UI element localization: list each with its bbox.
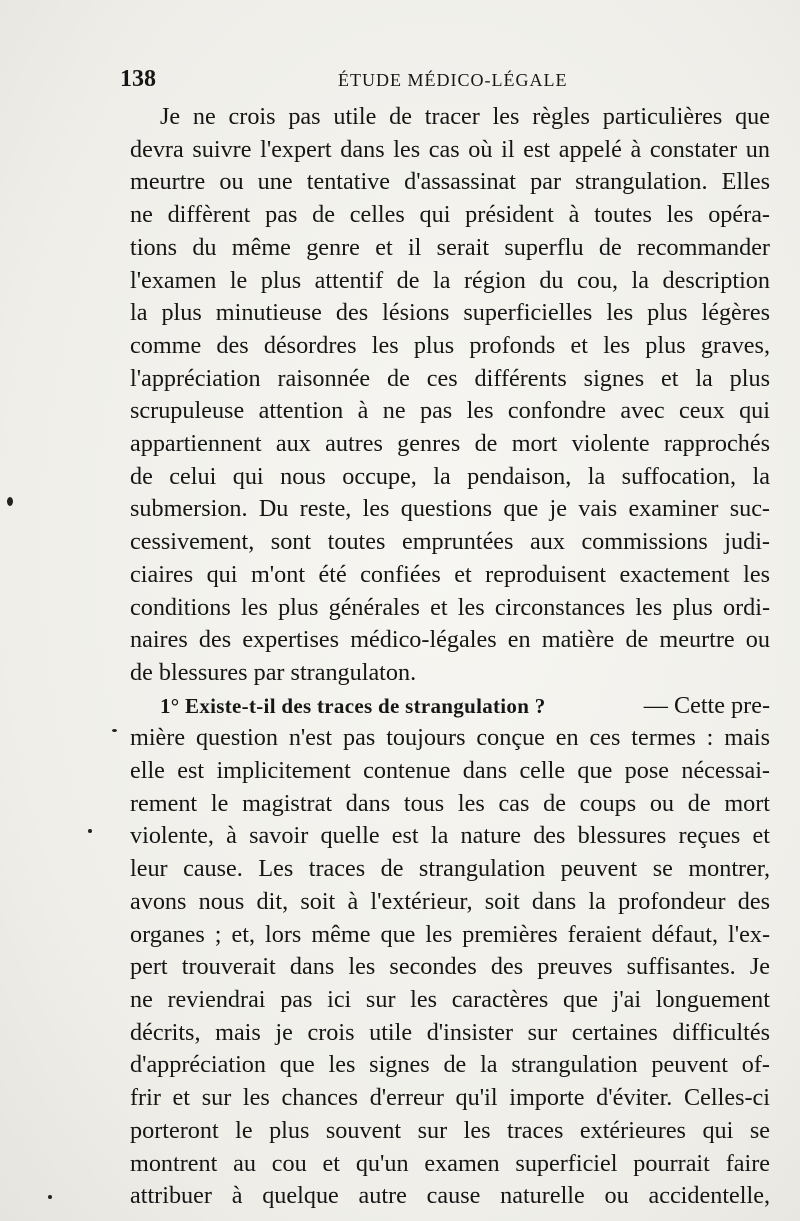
text-line: la plus minutieuse des lésions superficielles les plus légères — [130, 299, 770, 327]
text-line: organes ; et, lors même que les premières feraient défaut, l'ex- — [130, 920, 770, 948]
text-line: l'appréciation raisonnée de ces différents signes et la plus — [130, 364, 770, 392]
text-line: tions du même genre et il serait superflu de recommander — [130, 233, 770, 261]
section-heading: 1° Existe-t-il des traces de strangulation ? — [160, 693, 546, 718]
ink-speck — [48, 1195, 52, 1199]
text-line: submersion. Du reste, les questions que je vais examiner suc- — [130, 495, 770, 523]
text-line: ne diffèrent pas de celles qui président à toutes les opéra- — [130, 201, 770, 229]
ink-speck — [7, 497, 13, 506]
text-line: Je ne crois pas utile de tracer les règles particulières que — [160, 103, 770, 130]
text-line: conditions les plus générales et les circonstances les plus ordi- — [130, 593, 770, 621]
ink-speck — [112, 729, 117, 732]
section-heading-line — [130, 690, 770, 723]
text-line: leur cause. Les traces de strangulation peuvent se montrer, — [130, 855, 770, 883]
ink-speck — [88, 829, 92, 833]
text-line: d'appréciation que les signes de la strangulation peuvent of- — [130, 1051, 770, 1079]
text-line: avons nous dit, soit à l'extérieur, soit dans la profondeur des — [130, 887, 770, 915]
text-line: violente, à savoir quelle est la nature des blessures reçues et — [130, 822, 770, 850]
text-line: décrits, mais je crois utile d'insister sur certaines difficultés — [130, 1018, 770, 1046]
text-line: scrupuleuse attention à ne pas les confondre avec ceux qui — [130, 397, 770, 425]
text-line: comme des désordres les plus profonds et les plus graves, — [130, 331, 770, 359]
text-line: devra suivre l'expert dans les cas où il est appelé à constater un — [130, 135, 770, 163]
page-header — [120, 66, 760, 96]
text-line: de celui qui nous occupe, la pendaison, la suffocation, la — [130, 462, 770, 490]
text-line: ciaires qui m'ont été confiées et reproduisent exactement les — [130, 560, 770, 588]
text-line: naires des expertises médico-légales en matière de meurtre ou — [130, 626, 770, 654]
text-line: ne reviendrai pas ici sur les caractères que j'ai longuement — [130, 985, 770, 1013]
text-line: pert trouverait dans les secondes des preuves suffisantes. Je — [130, 953, 770, 981]
text-line: l'examen le plus attentif de la région du cou, la description — [130, 266, 770, 294]
text-line: appartiennent aux autres genres de mort violente rapprochés — [130, 430, 770, 458]
text-line: mière question n'est pas toujours conçue en ces termes : mais — [130, 724, 770, 752]
text-line: cessivement, sont toutes empruntées aux commissions judi- — [130, 528, 770, 556]
text-line: rement le magistrat dans tous les cas de coups ou de mort — [130, 789, 770, 817]
text-line: montrent au cou et qu'un examen superficiel pourrait faire — [130, 1149, 770, 1177]
text-line: de blessures par strangulaton. — [130, 658, 417, 686]
page-number: 138 — [120, 66, 156, 92]
body-text — [130, 101, 770, 1213]
section-heading-continuation: — Cette pre- — [643, 691, 770, 719]
text-line: porteront le plus souvent sur les traces extérieures qui se — [130, 1116, 770, 1144]
text-line: meurtre ou une tentative d'assassinat par strangulation. Elles — [130, 168, 770, 196]
text-line: attribuer à quelque autre cause naturelle ou accidentelle, — [130, 1182, 770, 1210]
text-line: frir et sur les chances d'erreur qu'il importe d'éviter. Celles-ci — [130, 1084, 770, 1112]
running-head: ÉTUDE MÉDICO-LÉGALE — [338, 70, 568, 90]
text-line: elle est implicitement contenue dans celle que pose nécessai- — [130, 757, 770, 785]
